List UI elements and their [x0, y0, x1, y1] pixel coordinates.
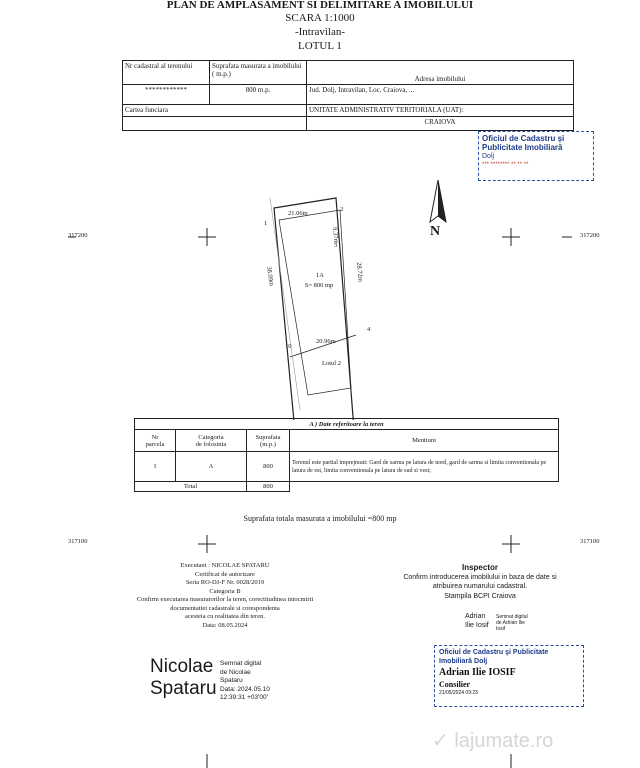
address-value: Jud. Dolj, Intravilan, Loc. Craiova, ...	[307, 85, 574, 105]
executant-block	[110, 562, 340, 630]
watermark-logo-icon: ✓	[432, 730, 455, 752]
uat-value: CRAIOVA	[307, 117, 574, 131]
inspector-block	[380, 562, 580, 603]
col-area-header: Suprafata masurata a imobilului ( m.p.)	[210, 61, 307, 85]
sig-line-5: 12:39:31 +03'00'	[220, 694, 268, 701]
executant-confirm-3: acesteia cu realitatea din teren.	[185, 613, 265, 620]
inspector-sig-note-1: Semnat digital	[496, 614, 528, 620]
bottom-stamp-name: Adrian Ilie IOSIF	[439, 667, 516, 678]
row-category: A	[176, 452, 247, 482]
sig-line-1: Semnat digital	[220, 660, 262, 667]
coord-y-left-top: 317200	[68, 232, 88, 239]
col-address-header: Adresa imobilului	[307, 61, 574, 85]
lot-label: LOTUL 1	[298, 40, 342, 52]
point-3-label: 3	[334, 242, 338, 249]
header-nr-parcela	[135, 430, 176, 452]
stamp-line-1: Oficiul de Cadastru şi	[482, 134, 565, 143]
inspector-signature	[465, 612, 489, 630]
point-10-label: 10	[285, 343, 292, 350]
header-nr: Nr	[151, 433, 159, 441]
parcel-id: 1A	[316, 272, 324, 279]
coord-y-left-bottom: 317100	[68, 538, 88, 545]
document-title: PLAN DE AMPLASAMENT SI DELIMITARE A IMOBILULUI	[166, 0, 474, 11]
inspector-sig-first: Adrian	[465, 613, 486, 620]
header-fol: de folosinta	[195, 440, 227, 448]
header-mp: (m.p.)	[260, 440, 276, 448]
row-mentions: Terenul este partial imprejmuit: Gard de sarma pe latura de nord, gard de sarma si limita conventionala pe latura de est, limita conventionala pe latura de sud si vest;	[290, 452, 559, 482]
west-line	[270, 198, 300, 410]
header-mentions: Mentiuni	[290, 430, 559, 452]
bottom-stamp-line-1: Oficiul de Cadastru şi Publicitate	[439, 649, 549, 656]
signature-first-name: Nicolae	[150, 656, 214, 677]
point-2-label: 2	[340, 206, 344, 213]
stamp-line-4: *** ******** ** ** **	[482, 162, 529, 168]
sig-line-2: de Nicolae	[220, 668, 251, 676]
dim-top: 21.06m	[288, 210, 308, 217]
ocpi-stamp-top	[478, 131, 594, 181]
north-arrow-icon	[430, 180, 446, 222]
point-1-label: 1	[264, 220, 268, 227]
col-cadastral-header: Nr cadastral al terenului	[123, 61, 210, 85]
dim-right-short: 9.37m	[331, 227, 340, 244]
bottom-stamp-line-2: Imobiliară Dolj	[439, 658, 488, 665]
executant-category: Categoria B	[209, 587, 241, 595]
dim-bottom: 20.96m	[316, 338, 336, 345]
land-book-value	[123, 117, 307, 131]
inspector-line-1: Confirm introducerea imobilului in baza de date si	[403, 574, 557, 581]
executant-series: Seria RO-DJ-F Nr. 0028/2019	[185, 579, 265, 586]
inspector-sig-last: Ilie Iosif	[465, 622, 489, 629]
total-area-text: Suprafata totala masurata a imobilului =800 mp	[243, 514, 397, 523]
land-data-table	[134, 418, 559, 492]
header-cat: Categoria	[198, 433, 224, 441]
inspector-sig-note-3: Iosif	[496, 626, 506, 632]
inspector-line-2: atribuirea numarului cadastral.	[432, 583, 528, 590]
bottom-stamp-date: 21/05/2024 09:23	[439, 690, 478, 696]
coord-y-right-top: 317200	[580, 232, 600, 239]
point-4-label: 4	[367, 326, 371, 333]
cadastral-number: ************	[123, 85, 210, 105]
inspector-signature-details	[496, 614, 528, 632]
total-value: 800	[247, 482, 290, 492]
inspector-sig-note-2: de Adrian Ilie	[496, 620, 525, 626]
inspector-title: Inspector	[461, 563, 498, 572]
stamp-line-3: Dolj	[482, 153, 495, 160]
total-label: Total	[135, 482, 247, 492]
executant-confirm-2: documentatiei cadastrale si corespondenta	[170, 604, 280, 612]
executant-cert: Certificat de autorizare	[195, 570, 255, 578]
land-table-title: A ) Date referitoare la teren	[135, 419, 559, 430]
parcel-outline	[274, 198, 360, 420]
grid-crosses	[68, 228, 572, 246]
executant-name: Executant : NICOLAE SPATARU	[180, 562, 270, 569]
watermark	[432, 728, 553, 753]
scale-label: SCARA 1:1000	[285, 12, 355, 24]
uat-label: UNITATE ADMINISTRATIV TERITORIALA (UAT):	[307, 105, 574, 117]
bottom-stamp-role: Consilier	[439, 680, 471, 689]
row-area: 800	[247, 452, 290, 482]
row-nr: 1	[135, 452, 176, 482]
dim-right-long: 28.72m	[355, 262, 364, 283]
sig-line-4: Data: 2024.05.10	[220, 685, 270, 693]
stamp-line-2: Publicitate Imobiliară	[482, 143, 563, 152]
coord-y-right-bottom: 317100	[580, 538, 600, 545]
land-book-label: Cartea funciara	[123, 105, 307, 117]
header-parcela: parcela	[145, 440, 165, 448]
area-value: 800 m.p.	[210, 85, 307, 105]
executant-signature-name	[150, 656, 217, 700]
executant-signature-details	[220, 660, 270, 703]
inspector-stamp-label: Stampila BCPI Craiova	[444, 593, 516, 600]
north-label: N	[430, 224, 441, 239]
watermark-text: lajumate.ro	[454, 730, 554, 752]
dim-left: 38.09m	[265, 266, 275, 287]
neighbor-lot-label: Lotul 2	[322, 360, 341, 367]
header-area	[247, 430, 290, 452]
executant-confirm-1: Confirm executarea masuratorilor la teren, corectitudinea intocmirii	[136, 596, 314, 603]
header-category	[176, 430, 247, 452]
property-table	[122, 60, 574, 131]
parcel-area: S= 800 mp	[304, 282, 334, 289]
site-plan-drawing	[0, 180, 640, 420]
sig-line-3: Spataru	[220, 677, 243, 684]
header-sup: Suprafata	[255, 433, 281, 441]
executant-date: Data: 08.05.2024	[202, 621, 248, 629]
zone-label: -Intravilan-	[294, 26, 346, 38]
ocpi-stamp-bottom	[434, 645, 584, 707]
signature-last-name: Spataru	[150, 678, 217, 699]
